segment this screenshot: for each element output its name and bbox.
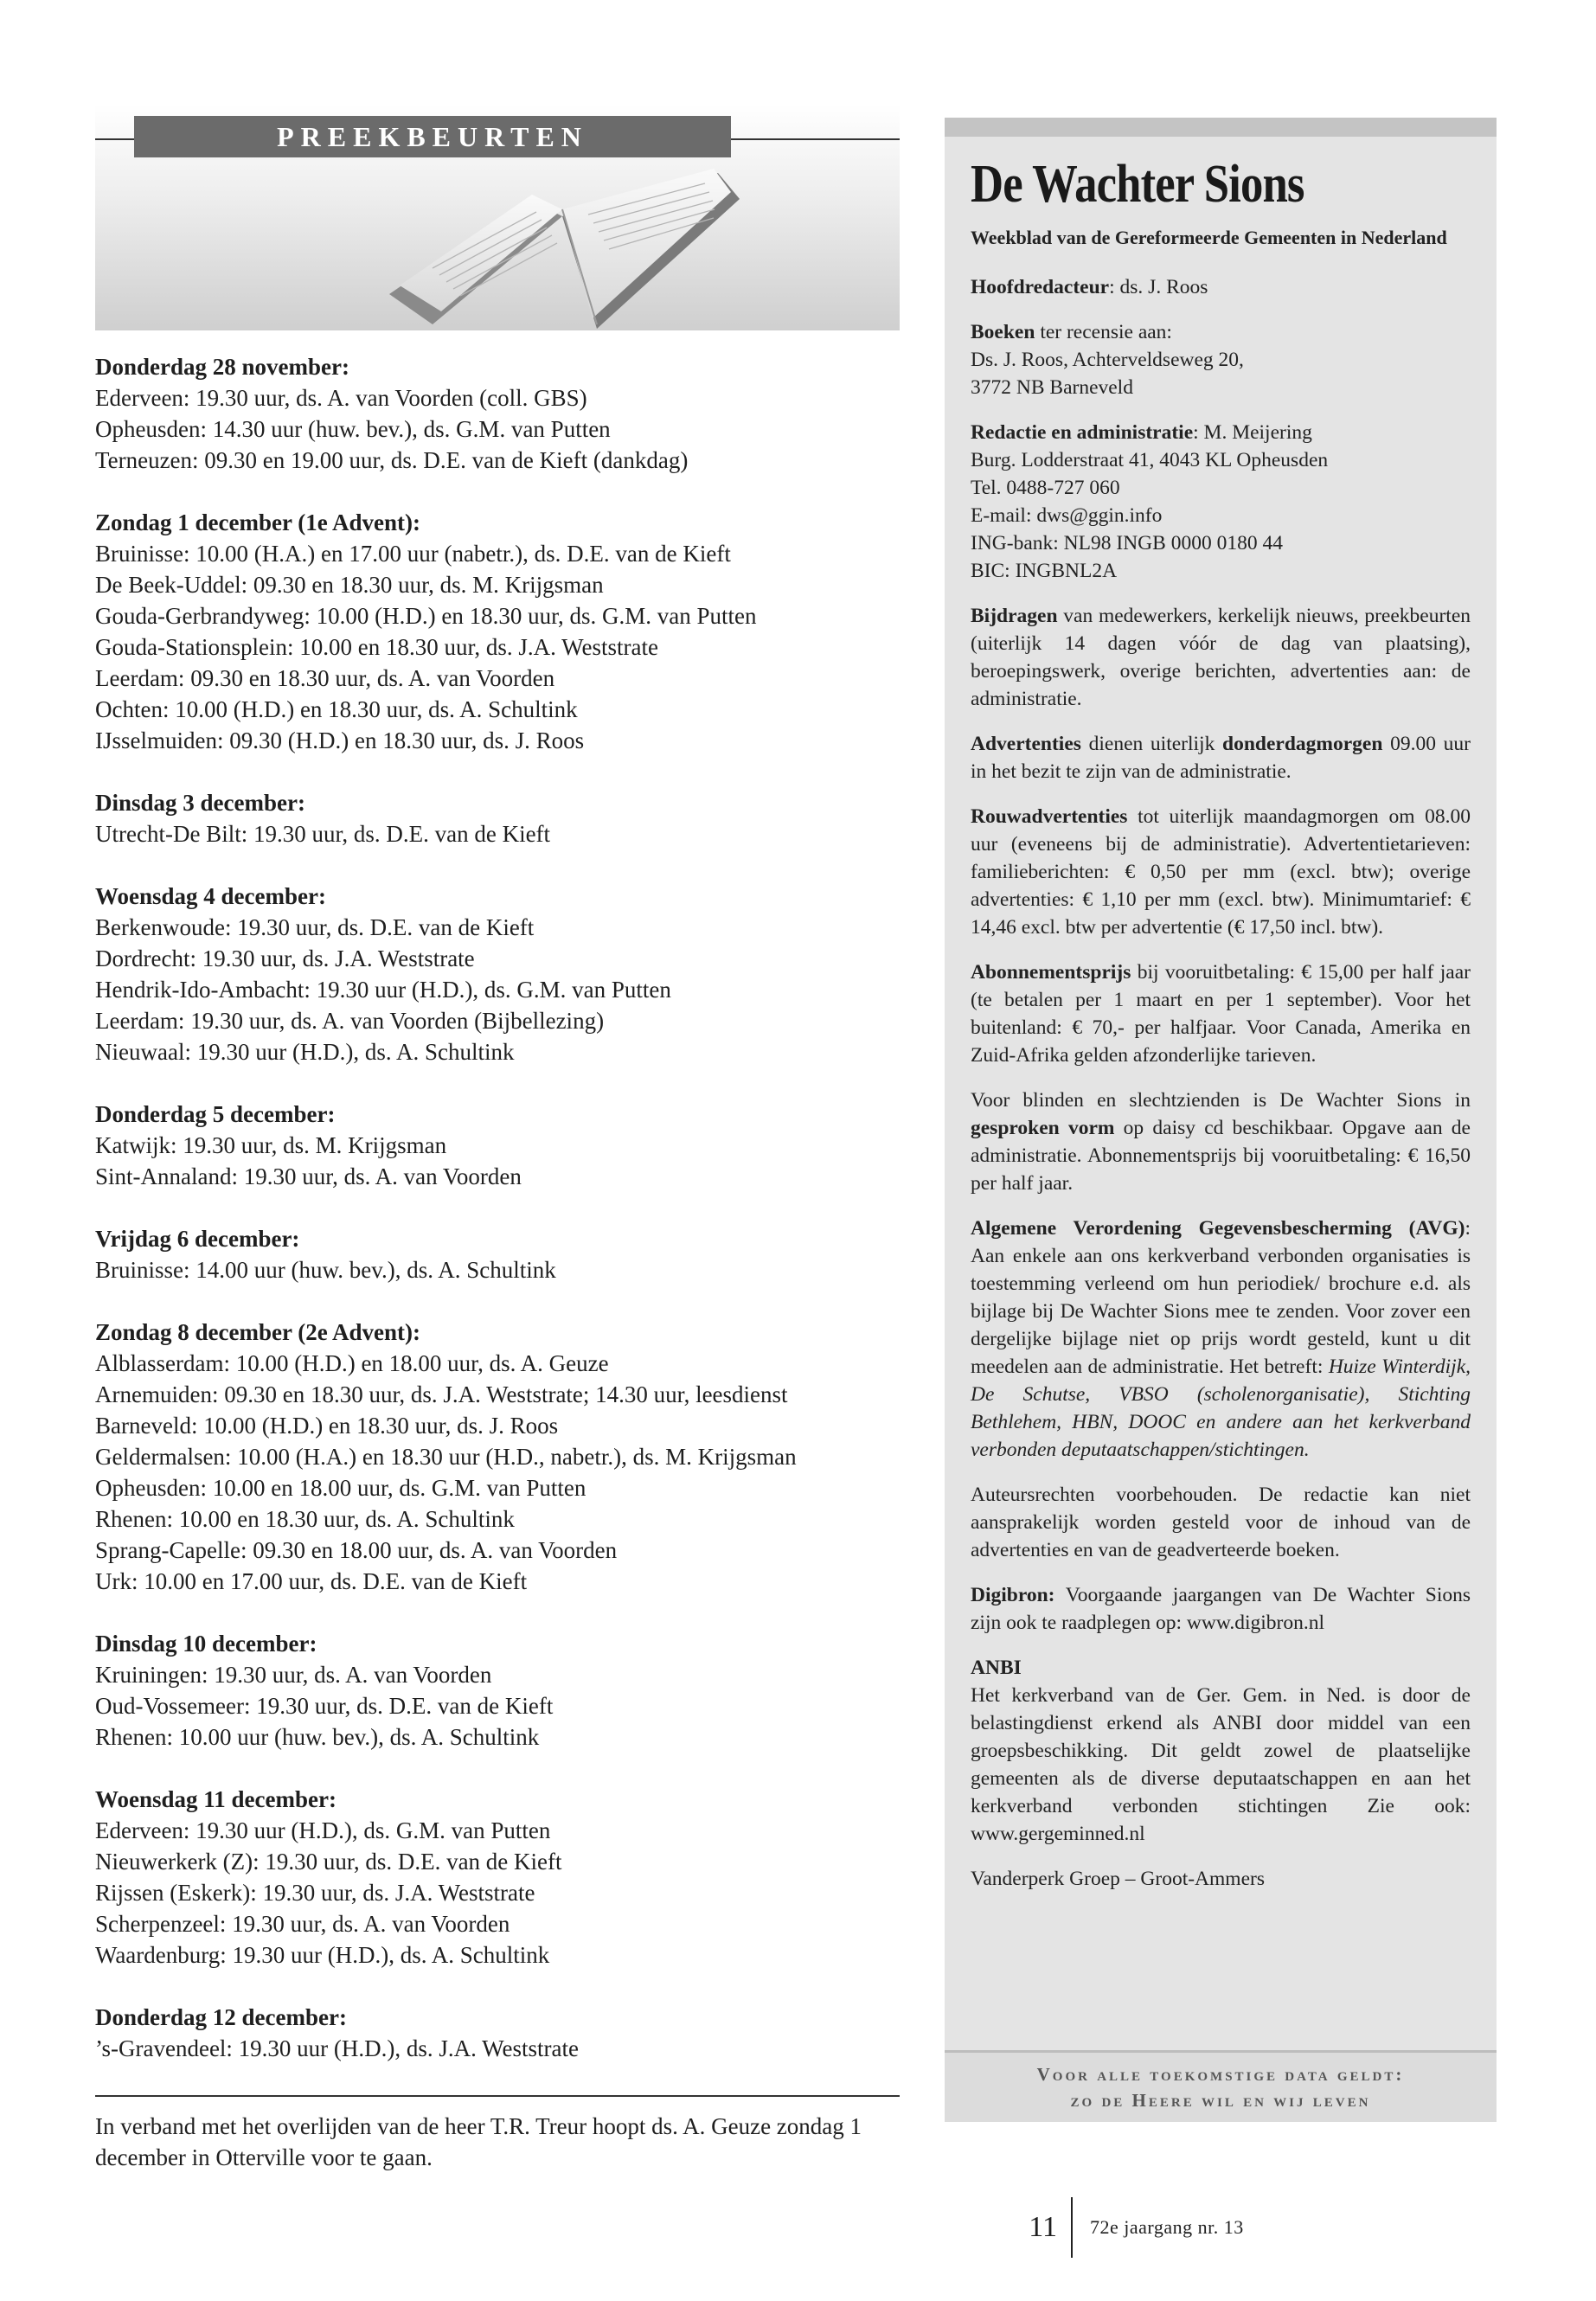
avg-text: : Aan enkele aan ons kerkverband verbonden organisaties is toestemming verleend om hun periodiek/ brochure e.d. als bijlage bij De Wachter Sions mee te zenden. Voor zover een dergelijke bijlage niet op prijs wordt gesteld, kunt u dit meedelen aan de administratie. Het betreft: — [971, 1217, 1471, 1378]
day-title: Zondag 8 december (2e Advent): — [95, 1319, 420, 1345]
books-address-line: 3772 NB Barneveld — [971, 376, 1133, 399]
day-title: Dinsdag 10 december: — [95, 1631, 317, 1657]
rouw-label: Rouwadvertenties — [971, 805, 1128, 828]
contributions-info — [971, 602, 1471, 713]
blind-text-end: op daisy cd beschikbaar. Opgave aan de administratie. Abonnementsprijs bij vooruitbetaling: € 16,50 per half jaar. — [971, 1117, 1471, 1195]
service-entry: Scherpenzeel: 19.30 uur, ds. A. van Voorden — [95, 1911, 510, 1937]
service-entry: Gouda-Gerbrandyweg: 10.00 (H.D.) en 18.30 uur, ds. G.M. van Putten — [95, 603, 757, 629]
service-entry: Ochten: 10.00 (H.D.) en 18.30 uur, ds. A. Schultink — [95, 696, 578, 722]
service-entry: Nieuwaal: 19.30 uur (H.D.), ds. A. Schultink — [95, 1039, 515, 1065]
schedule-day — [95, 1628, 900, 1753]
adv-deadline: donderdagmorgen — [1222, 733, 1383, 755]
redactie-text: : M. Meijering — [1193, 421, 1312, 444]
avg-label: Algemene Verordening Gegevensbescherming (AVG) — [971, 1217, 1465, 1240]
day-title: Zondag 1 december (1e Advent): — [95, 510, 420, 535]
bijdragen-label: Bijdragen — [971, 605, 1058, 627]
anbi-text: Het kerkverband van de Ger. Gem. in Ned. is door de belastingdienst erkend als ANBI door middel van een groepsbeschikking. Dit geldt zowel de plaatselijke gemeenten als de diverse deputaatschappen en aan het kerkverband verbonden stichtingen Zie ook: www.gergeminned.nl — [971, 1684, 1471, 1845]
service-entry: Hendrik-Ido-Ambacht: 19.30 uur (H.D.), ds. G.M. van Putten — [95, 977, 671, 1003]
service-entry: Arnemuiden: 09.30 en 18.30 uur, ds. J.A. Weststrate; 14.30 uur, leesdienst — [95, 1381, 788, 1407]
editor-value: : ds. J. Roos — [1109, 276, 1208, 298]
schedule-list — [95, 351, 900, 2064]
service-entry: Rhenen: 10.00 uur (huw. bev.), ds. A. Schultink — [95, 1724, 540, 1750]
mourning-ads-info — [971, 803, 1471, 941]
service-entry: Rhenen: 10.00 en 18.30 uur, ds. A. Schultink — [95, 1506, 515, 1532]
day-title: Donderdag 5 december: — [95, 1101, 336, 1127]
divider — [95, 2095, 900, 2097]
service-entry: Barneveld: 10.00 (H.D.) en 18.30 uur, ds. J. Roos — [95, 1413, 559, 1439]
audio-version-info — [971, 1086, 1471, 1197]
sidebar-top-bar — [945, 118, 1497, 137]
advertisements-info — [971, 730, 1471, 785]
schedule-day — [95, 881, 900, 1067]
schedule-day — [95, 507, 900, 756]
section-title: PREEKBEURTEN — [134, 116, 731, 157]
books-text: ter recensie aan: — [1035, 321, 1172, 343]
service-entry: Dordrecht: 19.30 uur, ds. J.A. Weststrate — [95, 945, 475, 971]
redactie-line: Burg. Lodderstraat 41, 4043 KL Opheusden — [971, 449, 1329, 471]
editorial-admin-info — [971, 419, 1471, 585]
blind-bold: gesproken vorm — [971, 1117, 1115, 1139]
service-entry: Sprang-Capelle: 09.30 en 18.00 uur, ds. A. van Voorden — [95, 1537, 618, 1563]
service-entry: Bruinisse: 10.00 (H.A.) en 17.00 uur (nabetr.), ds. D.E. van de Kieft — [95, 541, 731, 567]
service-entry: De Beek-Uddel: 09.30 en 18.30 uur, ds. M. Krijgsman — [95, 572, 604, 598]
service-entry: Alblasserdam: 10.00 (H.D.) en 18.00 uur, ds. A. Geuze — [95, 1350, 609, 1376]
avg-organisations: Huize Winterdijk, De Schutse, VBSO (scholenorganisatie), Stichting Bethlehem, HBN, DOOC en andere aan het kerkverband verbonden deputaatschappen/stichtingen. — [971, 1356, 1471, 1461]
service-entry: Leerdam: 09.30 en 18.30 uur, ds. A. van Voorden — [95, 665, 555, 691]
page-number: 11 — [1029, 2211, 1057, 2243]
service-entry: Rijssen (Eskerk): 19.30 uur, ds. J.A. Weststrate — [95, 1880, 535, 1906]
schedule-day — [95, 1223, 900, 1285]
motto-line: Voor alle toekomstige data geldt: — [1036, 2064, 1405, 2085]
copyright-info: Auteursrechten voorbehouden. De redactie kan niet aansprakelijk worden gesteld voor de inhoud van de advertenties en van de geadverteerde boeken. — [971, 1484, 1471, 1561]
printer-info: Vanderperk Groep – Groot-Ammers — [971, 1868, 1265, 1890]
service-entry: Terneuzen: 09.30 en 19.00 uur, ds. D.E. van de Kieft (dankdag) — [95, 447, 689, 473]
service-entry: Gouda-Stationsplein: 10.00 en 18.30 uur, ds. J.A. Weststrate — [95, 634, 658, 660]
service-entry: Katwijk: 19.30 uur, ds. M. Krijgsman — [95, 1132, 447, 1158]
digibron-text: Voorgaande jaargangen van De Wachter Sions zijn ook te raadplegen op: www.digibron.nl — [971, 1584, 1471, 1634]
abon-text: bij vooruitbetaling: € 15,00 per half jaar (te betalen per 1 maart en per 1 september). Voor het buitenland: € 70,- per halfjaar. Voor Canada, Amerika en Zuid-Afrika gelden afzonderlijke tarieven. — [971, 961, 1471, 1067]
service-entry: Opheusden: 10.00 en 18.00 uur, ds. G.M. van Putten — [95, 1475, 586, 1501]
section-banner — [95, 104, 900, 330]
schedule-day — [95, 1784, 900, 1971]
open-bible-icon — [381, 164, 744, 330]
schedule-day — [95, 2002, 900, 2064]
bijdragen-text: van medewerkers, kerkelijk nieuws, preekbeurten (uiterlijk 14 dagen vóór de dag van plaatsing), beroepingswerk, overige berichten, advertenties aan: de administratie. — [971, 605, 1471, 710]
volume-issue: 72e jaargang nr. 13 — [1090, 2216, 1244, 2238]
colophon-sidebar — [945, 118, 1497, 2119]
service-entry: ’s-Gravendeel: 19.30 uur (H.D.), ds. J.A. Weststrate — [95, 2035, 579, 2061]
service-entry: Sint-Annaland: 19.30 uur, ds. A. van Voorden — [95, 1163, 522, 1189]
blind-text: Voor blinden en slechtzienden is De Wachter Sions in — [971, 1089, 1471, 1112]
editor-label: Hoofdredacteur — [971, 276, 1110, 298]
service-entry: Ederveen: 19.30 uur, ds. A. van Voorden (coll. GBS) — [95, 385, 587, 411]
anbi-label: ANBI — [971, 1657, 1022, 1679]
service-entry: Leerdam: 19.30 uur, ds. A. van Voorden (Bijbellezing) — [95, 1008, 605, 1034]
anbi-info — [971, 1654, 1471, 1848]
digibron-label: Digibron: — [971, 1584, 1055, 1606]
service-entry: Bruinisse: 14.00 uur (huw. bev.), ds. A. Schultink — [95, 1257, 556, 1283]
service-entry: Kruiningen: 19.30 uur, ds. A. van Voorden — [95, 1662, 492, 1688]
day-title: Dinsdag 3 december: — [95, 790, 305, 816]
redactie-email: E-mail: dws@ggin.info — [971, 504, 1163, 527]
preekbeurten-column — [95, 104, 900, 2173]
abon-label: Abonnementsprijs — [971, 961, 1131, 984]
announcement-note: In verband met het overlijden van de heer T.R. Treur hoopt ds. A. Geuze zondag 1 december in Otterville voor te gaan. — [95, 2113, 862, 2170]
day-title: Donderdag 28 november: — [95, 354, 349, 380]
magazine-subtitle: Weekblad van de Gereformeerde Gemeenten in Nederland — [971, 227, 1447, 248]
day-title: Donderdag 12 december: — [95, 2004, 347, 2030]
service-entry: Waardenburg: 19.30 uur (H.D.), ds. A. Schultink — [95, 1942, 550, 1968]
editor-info — [971, 273, 1471, 301]
books-label: Boeken — [971, 321, 1035, 343]
service-entry: Berkenwoude: 19.30 uur, ds. D.E. van de Kieft — [95, 914, 535, 940]
service-entry: IJsselmuiden: 09.30 (H.D.) en 18.30 uur, ds. J. Roos — [95, 727, 585, 753]
redactie-phone: Tel. 0488-727 060 — [971, 477, 1120, 499]
magazine-title: De Wachter Sions — [971, 155, 1304, 214]
service-entry: Urk: 10.00 en 17.00 uur, ds. D.E. van de Kieft — [95, 1568, 528, 1594]
day-title: Vrijdag 6 december: — [95, 1226, 300, 1252]
day-title: Woensdag 4 december: — [95, 883, 326, 909]
service-entry: Ederveen: 19.30 uur (H.D.), ds. G.M. van Putten — [95, 1817, 551, 1843]
schedule-day — [95, 351, 900, 476]
service-entry: Nieuwerkerk (Z): 19.30 uur, ds. D.E. van de Kieft — [95, 1849, 562, 1875]
redactie-bank: ING-bank: NL98 INGB 0000 0180 44 — [971, 532, 1283, 554]
motto-band — [945, 2050, 1497, 2122]
books-address-line: Ds. J. Roos, Achterveldseweg 20, — [971, 349, 1244, 371]
motto-line: zo de Heere wil en wij leven — [1070, 2090, 1371, 2111]
rouw-text: tot uiterlijk maandagmorgen om 08.00 uur (eveneens bij de administratie). Advertentietarieven: familieberichten: € 0,50 per mm (excl. btw); overige advertenties: € 1,10 per mm (excl. btw). Minimumtarief: € 14,46 excl. btw per advertentie (€ 17,50 incl. btw). — [971, 805, 1471, 939]
books-info — [971, 318, 1471, 401]
service-entry: Opheusden: 14.30 uur (huw. bev.), ds. G.M. van Putten — [95, 416, 611, 442]
schedule-day — [95, 787, 900, 849]
redactie-label: Redactie en administratie — [971, 421, 1194, 444]
service-entry: Geldermalsen: 10.00 (H.A.) en 18.30 uur (H.D., nabetr.), ds. M. Krijgsman — [95, 1444, 797, 1470]
avg-info — [971, 1215, 1471, 1464]
service-entry: Oud-Vossemeer: 19.30 uur, ds. D.E. van de Kieft — [95, 1693, 554, 1719]
subscription-info — [971, 958, 1471, 1069]
page-footer — [986, 2197, 1244, 2258]
day-title: Woensdag 11 december: — [95, 1786, 337, 1812]
adv-text: dienen uiterlijk — [1080, 733, 1223, 755]
digibron-info — [971, 1581, 1471, 1637]
schedule-day — [95, 1099, 900, 1192]
redactie-bic: BIC: INGBNL2A — [971, 560, 1118, 582]
schedule-day — [95, 1317, 900, 1597]
adv-text-end: 09.00 uur in het bezit te zijn van de administratie. — [971, 733, 1471, 783]
service-entry: Utrecht-De Bilt: 19.30 uur, ds. D.E. van de Kieft — [95, 821, 551, 847]
adv-label: Advertenties — [971, 733, 1081, 755]
